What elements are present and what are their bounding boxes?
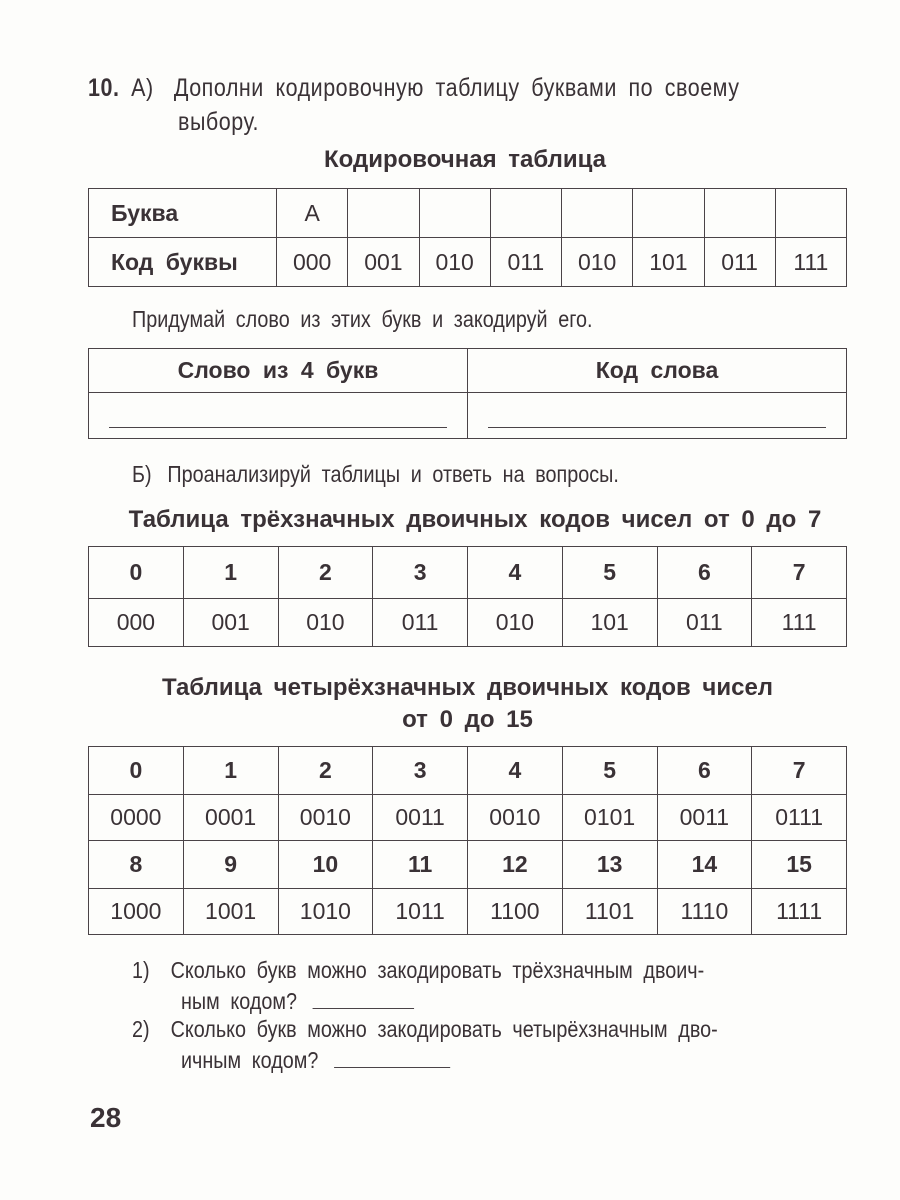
- part-a-instruction: Дополни кодировочную таблицу буквами по своему: [173, 74, 740, 102]
- word-answer-line[interactable]: [109, 427, 447, 428]
- number-cell: 4: [468, 747, 563, 795]
- code-cell: 1010: [278, 889, 373, 935]
- word-code-table: [88, 348, 847, 439]
- question-1: [132, 957, 704, 984]
- code-cell: 1000: [89, 889, 184, 935]
- number-cell: 0: [89, 547, 184, 599]
- code-cell: 0111: [752, 795, 847, 841]
- code-cell: 0010: [278, 795, 373, 841]
- word-answer-cell[interactable]: [89, 393, 468, 439]
- code-cell: 011: [490, 238, 561, 287]
- number-cell: 12: [468, 841, 563, 889]
- coding-table-title: Кодировочная таблица: [324, 146, 606, 173]
- part-a-instruction-cont: выбору.: [178, 108, 260, 136]
- code-cell: 010: [562, 238, 633, 287]
- code-cell: 011: [704, 238, 775, 287]
- number-cell: 8: [89, 841, 184, 889]
- page-number: 28: [90, 1102, 122, 1133]
- part-b-label: Б): [132, 461, 152, 487]
- number-cell: 11: [373, 841, 468, 889]
- code-cell: 0000: [89, 795, 184, 841]
- word-task-instruction: Придумай слово из этих букв и закодируй его.: [132, 306, 593, 332]
- number-cell: 13: [562, 841, 657, 889]
- code-cell: 111: [752, 599, 847, 647]
- code-cell: 000: [277, 238, 348, 287]
- number-cell: 1: [183, 547, 278, 599]
- question-text-cont: ичным кодом?: [181, 1047, 319, 1073]
- code-cell: 001: [348, 238, 419, 287]
- four-bit-code-row-1: [89, 795, 847, 841]
- code-cell: 101: [562, 599, 657, 647]
- code-cell: 010: [278, 599, 373, 647]
- number-cell: 9: [183, 841, 278, 889]
- letter-cell[interactable]: [775, 189, 846, 238]
- three-bit-code-row: [89, 599, 847, 647]
- code-answer-cell[interactable]: [468, 393, 847, 439]
- code-cell: 0011: [373, 795, 468, 841]
- code-cell: 101: [633, 238, 704, 287]
- task-number: 10.: [88, 74, 120, 102]
- code-row: [89, 238, 847, 287]
- code-cell: 1111: [752, 889, 847, 935]
- number-cell: 4: [468, 547, 563, 599]
- letter-cell[interactable]: [633, 189, 704, 238]
- four-bit-table-title-line2: от 0 до 15: [402, 706, 533, 733]
- code-cell: 1001: [183, 889, 278, 935]
- code-cell: 111: [775, 238, 846, 287]
- code-answer-line[interactable]: [488, 427, 826, 428]
- code-cell: 1100: [468, 889, 563, 935]
- code-cell: 011: [657, 599, 752, 647]
- part-a-label: А): [131, 74, 154, 102]
- question-1-cont: [181, 988, 414, 1015]
- coding-table: [88, 188, 847, 287]
- header-word: Слово из 4 букв: [89, 349, 468, 393]
- code-cell: 0011: [657, 795, 752, 841]
- number-cell: 2: [278, 547, 373, 599]
- word-table-header-row: [89, 349, 847, 393]
- question-2: [132, 1016, 718, 1043]
- number-cell: 0: [89, 747, 184, 795]
- code-cell: 0001: [183, 795, 278, 841]
- letter-cell[interactable]: А: [277, 189, 348, 238]
- question-text-cont: ным кодом?: [181, 988, 297, 1014]
- code-cell: 001: [183, 599, 278, 647]
- answer-2-field[interactable]: [334, 1066, 450, 1068]
- code-cell: 010: [468, 599, 563, 647]
- four-bit-table-title-line1: Таблица четырёхзначных двоичных кодов чисел: [161, 674, 774, 701]
- number-cell: 7: [752, 547, 847, 599]
- task-header: [88, 74, 739, 103]
- code-cell: 000: [89, 599, 184, 647]
- code-cell: 011: [373, 599, 468, 647]
- letter-cell[interactable]: [704, 189, 775, 238]
- code-cell: 1101: [562, 889, 657, 935]
- question-2-cont: [181, 1047, 450, 1074]
- three-bit-table: [88, 546, 847, 647]
- number-cell: 6: [657, 747, 752, 795]
- question-number: 1): [132, 957, 150, 983]
- four-bit-code-row-2: [89, 889, 847, 935]
- question-text: Сколько букв можно закодировать четырёхзначным дво-: [170, 1016, 718, 1042]
- number-cell: 1: [183, 747, 278, 795]
- row-label-code: Код буквы: [89, 238, 277, 287]
- word-table-answer-row: [89, 393, 847, 439]
- answer-1-field[interactable]: [313, 1007, 414, 1009]
- code-cell: 0101: [562, 795, 657, 841]
- code-cell: 0010: [468, 795, 563, 841]
- number-cell: 5: [562, 547, 657, 599]
- four-bit-number-row-2: [89, 841, 847, 889]
- three-bit-number-row: [89, 547, 847, 599]
- letter-cell[interactable]: [348, 189, 419, 238]
- letter-cell[interactable]: [562, 189, 633, 238]
- number-cell: 5: [562, 747, 657, 795]
- three-bit-table-title: Таблица трёхзначных двоичных кодов чисел от 0 до 7: [128, 506, 822, 533]
- letter-row: [89, 189, 847, 238]
- number-cell: 14: [657, 841, 752, 889]
- letter-cell[interactable]: [419, 189, 490, 238]
- row-label-letter: Буква: [89, 189, 277, 238]
- code-cell: 010: [419, 238, 490, 287]
- number-cell: 7: [752, 747, 847, 795]
- letter-cell[interactable]: [490, 189, 561, 238]
- question-text: Сколько букв можно закодировать трёхзначным двоич-: [170, 957, 705, 983]
- number-cell: 3: [373, 547, 468, 599]
- number-cell: 10: [278, 841, 373, 889]
- question-number: 2): [132, 1016, 150, 1042]
- number-cell: 2: [278, 747, 373, 795]
- four-bit-table: [88, 746, 847, 935]
- header-code: Код слова: [468, 349, 847, 393]
- part-b-instruction: [132, 461, 619, 488]
- number-cell: 6: [657, 547, 752, 599]
- number-cell: 15: [752, 841, 847, 889]
- four-bit-number-row-1: [89, 747, 847, 795]
- code-cell: 1110: [657, 889, 752, 935]
- code-cell: 1011: [373, 889, 468, 935]
- part-b-text: Проанализируй таблицы и ответь на вопросы.: [167, 461, 619, 487]
- number-cell: 3: [373, 747, 468, 795]
